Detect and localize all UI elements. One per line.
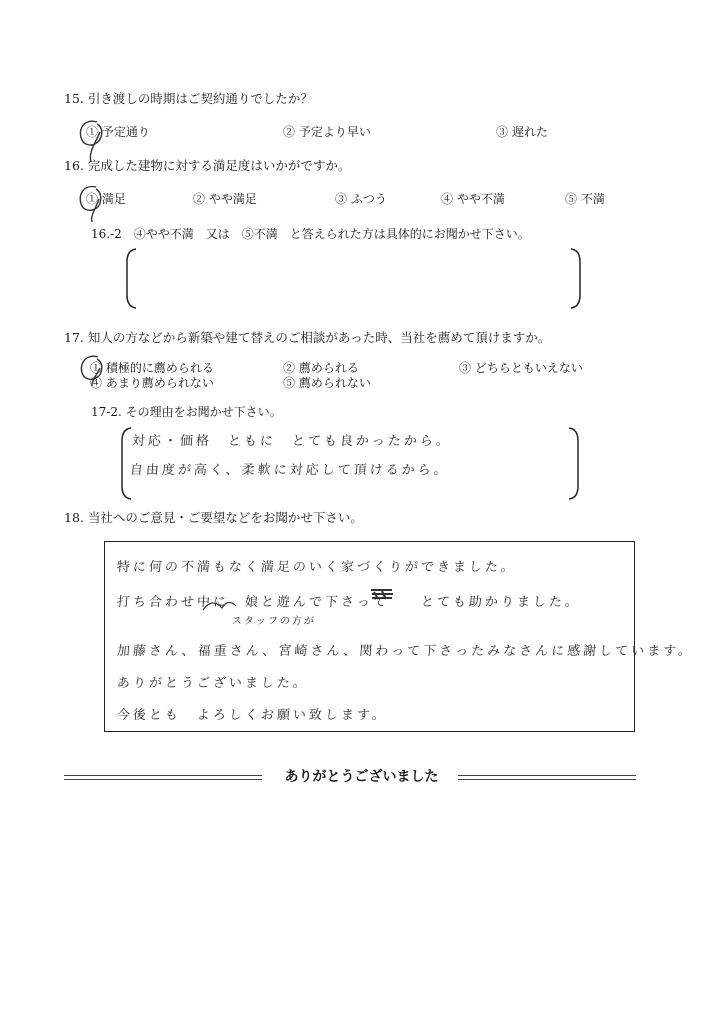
q16-option-3[interactable]: ③ ふつう <box>335 192 387 206</box>
q18-answer-line-1: 特に何の不満もなく満足のいく家づくりができました。 <box>116 560 518 575</box>
q15-option-3[interactable]: ③ 遅れた <box>496 125 548 139</box>
footer-thanks: ありがとうございました <box>284 769 439 785</box>
q17-selection-circle <box>81 356 101 386</box>
q18-answer-line-5: 今後とも よろしくお願い致します。 <box>116 708 389 723</box>
q16-selection-circle <box>80 187 101 222</box>
q16-bracket-right <box>571 249 580 308</box>
q15-option-2[interactable]: ② 予定より早い <box>283 125 371 139</box>
q16-option-2[interactable]: ② やや満足 <box>193 192 257 206</box>
q17-answer-line-2: 自由度が高く、柔軟に対応して頂けるから。 <box>129 463 451 478</box>
q18-answer-line-4: ありがとうございました。 <box>116 676 310 691</box>
q18-insertion-caret <box>203 602 236 610</box>
q18-title: 18. 当社へのご意見・ご要望などをお聞かせ下さい。 <box>64 510 363 525</box>
q15-option-1[interactable]: ① 予定通り <box>86 125 150 139</box>
q16-bracket-left <box>127 249 136 308</box>
q17-sub-question: 17-2. その理由をお聞かせ下さい。 <box>91 405 282 419</box>
q16-option-5[interactable]: ⑤ 不満 <box>565 192 605 206</box>
q16-option-4[interactable]: ④ やや不満 <box>441 192 505 206</box>
q15-title: 15. 引き渡しの時期はご契約通りでしたか？ <box>64 91 313 106</box>
q16-option-1[interactable]: ① 満足 <box>86 192 126 206</box>
q17-option-2[interactable]: ② 薦められる <box>283 361 359 375</box>
q17-answer-line-1: 対応・価格 ともに とても良かったから。 <box>131 434 453 449</box>
q17-bracket-left <box>122 428 131 499</box>
q17-option-1[interactable]: ① 積極的に薦められる <box>90 361 214 375</box>
q16-sub-question: 16.-2 ④やや不満 又は ⑤不満 と答えられた方は具体的にお聞かせ下さい。 <box>91 227 530 241</box>
q17-option-4[interactable]: ④ あまり薦められない <box>90 376 214 390</box>
q16-title: 16. 完成した建物に対する満足度はいかがですか。 <box>64 158 351 173</box>
q17-bracket-right <box>569 428 578 499</box>
q17-title: 17. 知人の方などから新築や建て替えのご相談があった時、当社を薦めて頂けますか。 <box>64 330 551 345</box>
q17-option-5[interactable]: ⑤ 薦められない <box>283 376 371 390</box>
q18-scribble <box>371 590 393 599</box>
q18-insertion-note: スタッフの方が <box>231 616 317 627</box>
q15-selection-circle <box>80 121 101 162</box>
q17-option-3[interactable]: ③ どちらともいえない <box>459 361 583 375</box>
q18-answer-line-2: 打ち合わせ中に 娘と遊んで下さって とても助かりました。 <box>116 595 582 610</box>
q18-answer-line-3: 加藤さん、福重さん、宮崎さん、関わって下さったみなさんに感謝しています。 <box>116 644 695 659</box>
